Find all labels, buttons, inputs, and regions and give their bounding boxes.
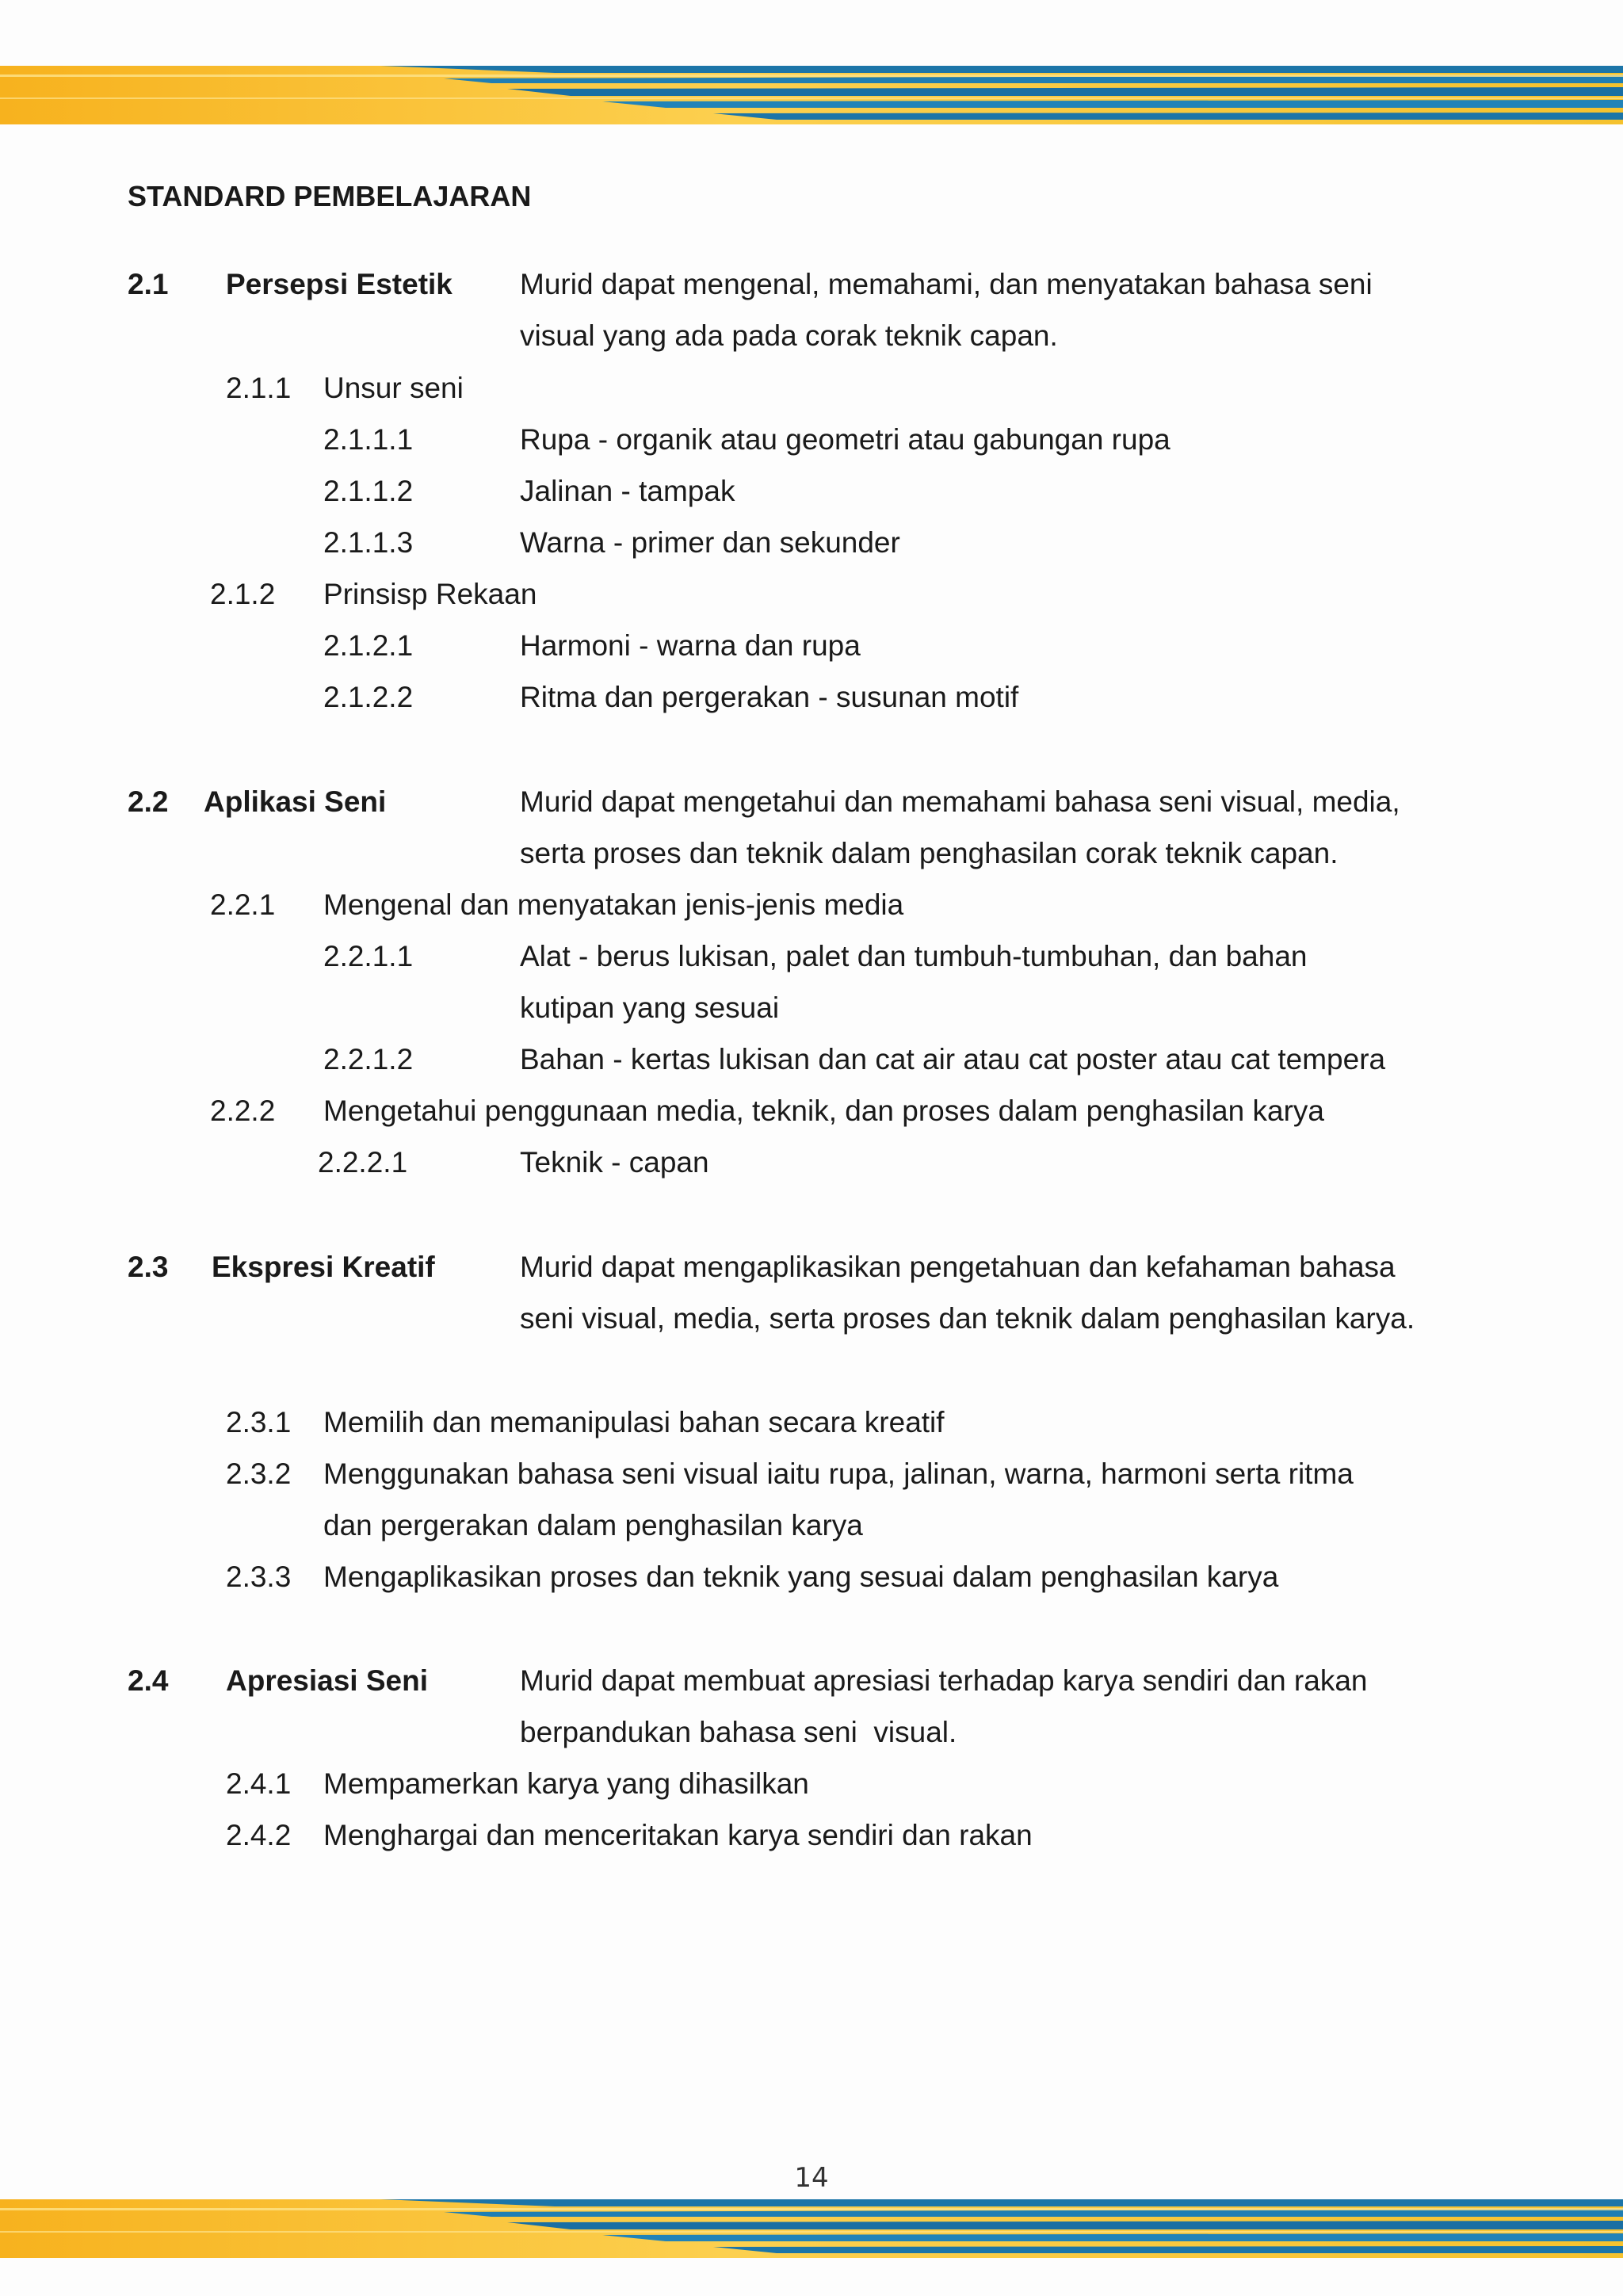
item-number: 2.2.2.1	[318, 1146, 408, 1179]
item-text: Bahan - kertas lukisan dan cat air atau cat poster atau cat tempera	[520, 1043, 1386, 1075]
subsection-number: 2.4.1	[226, 1767, 292, 1800]
page-heading: STANDARD PEMBELAJARAN	[128, 180, 532, 212]
subsection-label: Mengetahui penggunaan media, teknik, dan proses dalam penghasilan karya	[323, 1095, 1324, 1127]
section-description: berpandukan bahasa seni visual.	[520, 1716, 957, 1748]
section-description: Murid dapat membuat apresiasi terhadap karya sendiri dan rakan	[520, 1664, 1368, 1697]
item-text: Alat - berus lukisan, palet dan tumbuh-tumbuhan, dan bahan	[520, 940, 1308, 972]
subsection-number: 2.1.1	[226, 372, 292, 404]
section-description: serta proses dan teknik dalam penghasilan corak teknik capan.	[520, 837, 1338, 869]
subsection-number: 2.1.2	[210, 578, 276, 610]
subsection-number: 2.3.3	[226, 1561, 292, 1593]
subsection-label: Menghargai dan menceritakan karya sendiri dan rakan	[323, 1819, 1033, 1851]
item-text: Ritma dan pergerakan - susunan motif	[520, 681, 1019, 713]
subsection-label: Unsur seni	[323, 372, 464, 404]
section-description: Murid dapat mengetahui dan memahami bahasa seni visual, media,	[520, 785, 1400, 818]
item-text: Warna - primer dan sekunder	[520, 526, 900, 559]
subsection-label: Mempamerkan karya yang dihasilkan	[323, 1767, 809, 1800]
header-stripe-band	[0, 66, 1623, 124]
stripe-decoration	[0, 66, 1623, 124]
section-description: Murid dapat mengaplikasikan pengetahuan dan kefahaman bahasa	[520, 1251, 1396, 1283]
section-title: Apresiasi Seni	[226, 1664, 429, 1697]
item-number: 2.2.1.1	[323, 940, 414, 972]
subsection-label: Mengenal dan menyatakan jenis-jenis media	[323, 888, 904, 921]
item-number: 2.1.2.1	[323, 629, 414, 662]
item-text: kutipan yang sesuai	[520, 991, 780, 1024]
section-description: seni visual, media, serta proses dan teknik dalam penghasilan karya.	[520, 1302, 1415, 1335]
section-description: Murid dapat mengenal, memahami, dan menyatakan bahasa seni	[520, 268, 1373, 300]
subsection-number: 2.2.1	[210, 888, 276, 921]
section-number: 2.3	[128, 1251, 169, 1283]
item-text: Teknik - capan	[520, 1146, 709, 1179]
section-title: Ekspresi Kreatif	[212, 1251, 435, 1283]
section-number: 2.2	[128, 785, 169, 818]
page-number: 14	[794, 2162, 829, 2194]
section-number: 2.4	[128, 1664, 169, 1697]
subsection-label: Mengaplikasikan proses dan teknik yang sesuai dalam penghasilan karya	[323, 1561, 1279, 1593]
item-number: 2.1.1.3	[323, 526, 414, 559]
stripe-decoration	[0, 2199, 1623, 2258]
section-title: Persepsi Estetik	[226, 268, 453, 300]
section-description: visual yang ada pada corak teknik capan.	[520, 319, 1058, 352]
section-title: Aplikasi Seni	[204, 785, 387, 818]
item-text: Rupa - organik atau geometri atau gabungan rupa	[520, 423, 1170, 456]
subsection-number: 2.3.1	[226, 1406, 292, 1438]
subsection-label: Memilih dan memanipulasi bahan secara kreatif	[323, 1406, 945, 1438]
subsection-label: Menggunakan bahasa seni visual iaitu rupa, jalinan, warna, harmoni serta ritma	[323, 1457, 1354, 1490]
item-text: Jalinan - tampak	[520, 475, 735, 507]
subsection-number: 2.4.2	[226, 1819, 292, 1851]
subsection-label: dan pergerakan dalam penghasilan karya	[323, 1509, 863, 1541]
footer-stripe-band	[0, 2199, 1623, 2258]
item-number: 2.1.2.2	[323, 681, 414, 713]
item-number: 2.1.1.2	[323, 475, 414, 507]
item-number: 2.2.1.2	[323, 1043, 414, 1075]
subsection-number: 2.3.2	[226, 1457, 292, 1490]
subsection-number: 2.2.2	[210, 1095, 276, 1127]
section-number: 2.1	[128, 268, 169, 300]
item-number: 2.1.1.1	[323, 423, 414, 456]
subsection-label: Prinsisp Rekaan	[323, 578, 537, 610]
item-text: Harmoni - warna dan rupa	[520, 629, 861, 662]
